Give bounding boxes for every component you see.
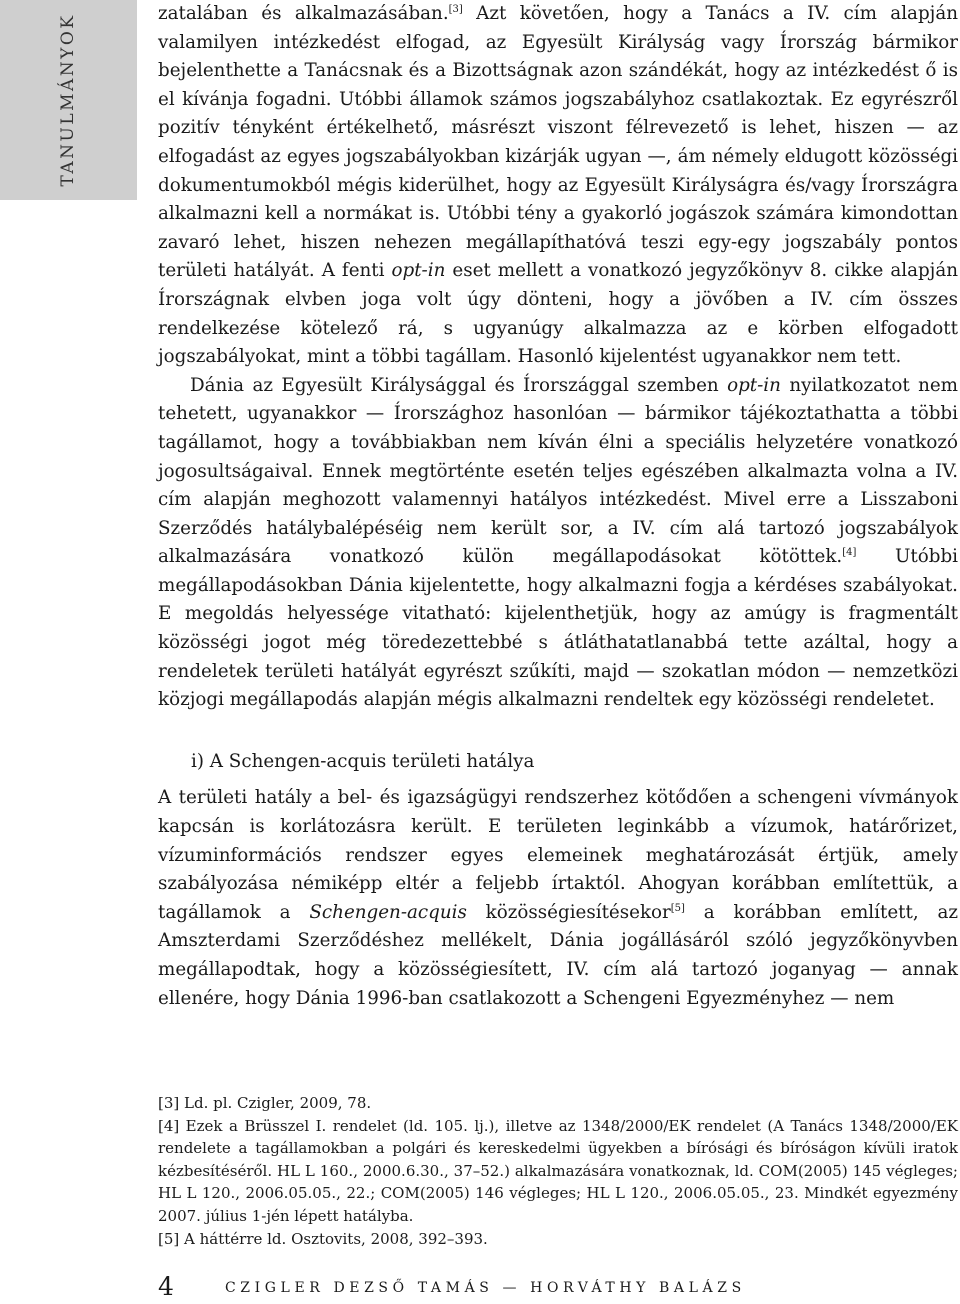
- text-run: eset mellett a vonatkozó jegyzőkönyv 8. cikke alapján Írországnak elvben joga volt úgy dönteni, hogy a jövőben a IV. cím összes rendelkezése kötelező rá, s ugyanúgy alkalmazza az e körben elfogadott jogszabályokat, mint a többi tagállam. Hasonló kijelentést ugyanakkor nem tett.: [158, 260, 959, 368]
- page-number: 4: [158, 1272, 174, 1301]
- running-head-authors: CZIGLER DEZSŐ TAMÁS — HORVÁTHY BALÁZS: [225, 1280, 746, 1296]
- footnote-ref-3[interactable]: [3]: [448, 3, 463, 15]
- paragraph-2: [158, 372, 958, 715]
- text-run: Azt követően, hogy a Tanács a IV. cím alapján valamilyen intézkedést elfogad, az Egyesült Királyság vagy Írország bármikor bejelenthette a Tanácsnak és a Bizottságnak azon szándékát, hogy az intézkedést ő is el kívánja fogadni. Utóbbi államok számos jogszabályhoz csatlakoztak. Ez egyrészről pozitív tényként értékelhető, másrészt viszont félrevezető is lehet, hiszen — az elfogadást az egyes jogszabályokban kizárják ugyan —, ám némely eldugott közösségi dokumentumokból mégis kiderülhet, hogy az Egyesült Királyságra és/vagy Írországra alkalmazni kell a normákat is. Utóbbi tény a gyakorló jogászok számára kimondottan zavaró lehet, hiszen nehezen megállapíthatóvá teszi egy-egy jogszabály pontos területi hatályát. A fenti: [158, 3, 958, 282]
- paragraph-1: [158, 0, 958, 372]
- text-run: közösségiesítésekor: [466, 901, 671, 923]
- footnote-4: [4] Ezek a Brüsszel I. rendelet (ld. 105. lj.), illetve az 1348/2000/EK rendelet (A Tanács 1348/2000/EK rendelete a tagállamokban a polgári és kereskedelmi ügyekben a bírósági és bíróságon kívüli iratok kézbesítéséről. HL L 160., 2000.6.30., 37–52.) alkalmazására vonatkoznak, ld. COM(2005) 145 végleges; HL L 120., 2006.05.05., 22.; COM(2005) 146 végleges; HL L 120., 2006.05.05., 23. Mindkét egyezmény 2007. július 1-jén lépett hatályba.: [158, 1116, 958, 1225]
- footnote-ref-5[interactable]: [5]: [670, 902, 685, 914]
- text-run: zatalában és alkalmazásában.: [158, 3, 449, 24]
- text-run: a korábban említett, az Amszterdami Szerződéshez mellékelt, Dánia jogállásáról szóló jegyzőkönyvben megállapodtak, hogy a közösségiesített, IV. cím alá tartozó joganyag — annak ellenére, hogy Dánia 1996-ban csatlakozott a Schengeni Egyezményhez — nem: [158, 901, 958, 1009]
- italic-term: Schengen-acquis: [309, 901, 467, 923]
- section-side-tab: [0, 0, 137, 200]
- footnotes: [158, 1092, 958, 1250]
- text-run: Dánia az Egyesült Királysággal és Írországgal szemben: [190, 374, 728, 396]
- paragraph-3: [158, 784, 958, 1013]
- italic-term: opt-in: [391, 260, 446, 282]
- footnote-5: [5] A háttérre ld. Osztovits, 2008, 392–393.: [158, 1229, 488, 1248]
- text-run: A területi hatály a bel- és igazságügyi rendszerhez kötődően a schengeni vívmányok kapcsán is korlátozásra került. E területen leginkább a vízumok, határőrizet, vízuminformációs rendszer egyes elemeinek meghatározását értjük, amely szabályozása némiképp eltér a feljebb írtaktól. Ahogyan korábban említettük, a tagállamok a: [158, 787, 958, 923]
- text-run: nyilatkozatot nem tehetett, ugyanakkor — Írországhoz hasonlóan — bármikor tájékoztathatta a többi tagállamot, hogy a továbbiakban nem kíván élni a speciális helyzetére vonatkozó jogosultságaival. Ennek megtörténte esetén teljes egészében alkalmazta volna a IV. cím alapján meghozott valamennyi hatályos intézkedést. Mivel erre a Lisszaboni Szerződés hatálybalépéséig nem került sor, a IV. cím alá tartozó jogszabályok alkalmazására vonatkozó külön megállapodásokat kötöttek.: [158, 374, 959, 568]
- footnote-ref-4[interactable]: [4]: [842, 547, 857, 559]
- italic-term: opt-in: [727, 374, 781, 396]
- main-text: [158, 0, 958, 1013]
- section-heading: i) A Schengen-acquis területi hatálya: [191, 750, 535, 772]
- page-footer: [158, 1272, 958, 1304]
- text-run: Utóbbi megállapodásokban Dánia kijelentette, hogy alkalmazni fogja a kérdéses szabályokat. E megoldás helyessége vitatható: kijelenthetjük, hogy az amúgy is fragmentált közösségi jogot még töredezettebbé s átláthatatlanabbá tette azáltal, hogy a rendeletek területi hatályát egyrészt szűkíti, majd — szokatlan módon — nemzetközi közjogi megállapodás alapján mégis alkalmazni rendeltek egy közösségi rendeletet.: [158, 546, 958, 711]
- footnote-3: [3] Ld. pl. Czigler, 2009, 78.: [158, 1094, 372, 1112]
- section-label: TANULMÁNYOK: [58, 13, 78, 187]
